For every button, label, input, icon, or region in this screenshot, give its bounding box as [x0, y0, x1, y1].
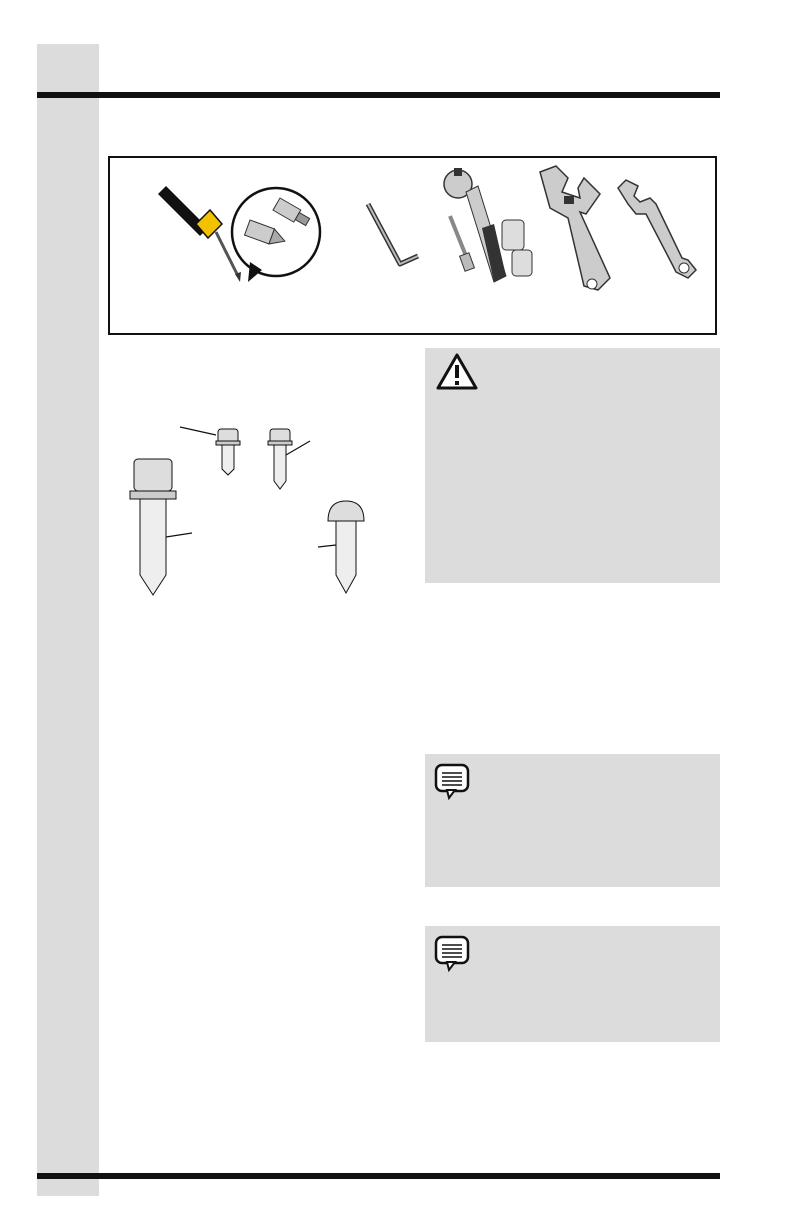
caution-panel [425, 348, 720, 583]
hex-key-icon [368, 204, 418, 264]
warning-triangle-icon [435, 352, 479, 392]
phillips-screw-icon [318, 501, 364, 593]
side-strip [37, 44, 99, 1196]
screwdriver-bits-icon [232, 188, 320, 282]
header-rule [37, 92, 720, 98]
small-hex-screw-icon [268, 429, 310, 489]
hardware-figure [120, 415, 380, 605]
note-panel [425, 926, 720, 1042]
note-icon [433, 934, 473, 974]
note-icon [433, 762, 473, 802]
large-hex-screw-icon [130, 459, 192, 595]
note-panel [425, 754, 720, 887]
socket-wrench-icon [444, 168, 532, 282]
combination-wrench-icon [618, 180, 696, 278]
adjustable-wrench-icon [540, 166, 610, 290]
tools-figure [108, 156, 717, 335]
screwdriver-icon [158, 186, 241, 282]
hardware-illustration [120, 415, 380, 600]
footer-rule [37, 1173, 720, 1179]
tools-illustration [110, 158, 719, 337]
small-hex-screw-icon [180, 427, 240, 475]
